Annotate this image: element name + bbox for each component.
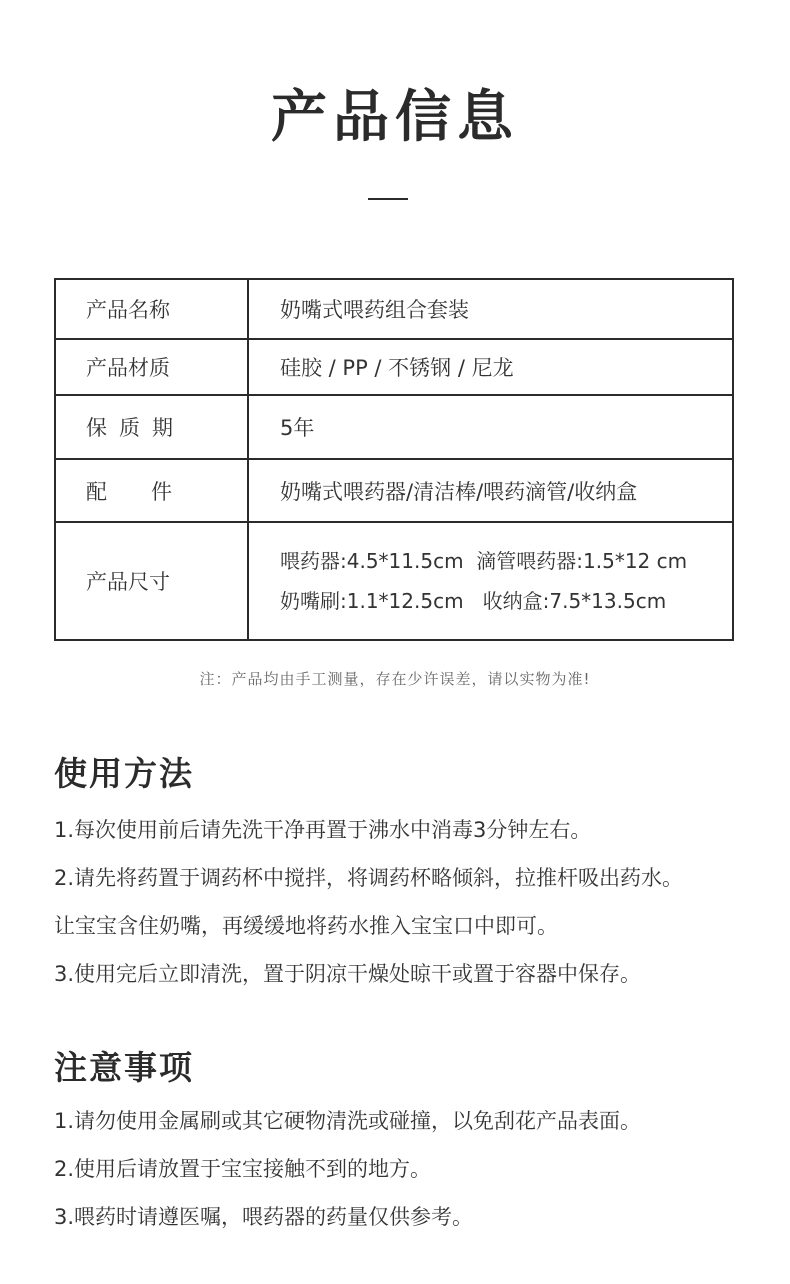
title-divider	[368, 198, 408, 200]
row-value-name: 奶嘴式喂药组合套装	[248, 279, 733, 339]
row-label-size: 产品尺寸	[55, 522, 248, 640]
usage-line-2: 2.请先将药置于调药杯中搅拌，将调药杯略倾斜，拉推杆吸出药水。	[54, 866, 684, 890]
measurement-note: 注：产品均由手工测量，存在少许误差，请以实物为准!	[199, 670, 591, 688]
table-row	[55, 339, 733, 395]
row-label-shelf-life: 保质期	[55, 395, 248, 459]
table-row	[55, 395, 733, 459]
row-label-material: 产品材质	[55, 339, 248, 395]
caution-line-1: 1.请勿使用金属刷或其它硬物清洗或碰撞，以免刮花产品表面。	[54, 1109, 642, 1133]
page-title: 产品信息	[271, 85, 519, 150]
row-value-shelf-life: 5年	[248, 395, 733, 459]
usage-section-title: 使用方法	[54, 754, 194, 793]
size-line-1: 喂药器:4.5*11.5cm 滴管喂药器:1.5*12 cm	[280, 549, 688, 573]
usage-line-1: 1.每次使用前后请先洗干净再置于沸水中消毒3分钟左右。	[54, 818, 592, 842]
size-line-2: 奶嘴刷:1.1*12.5cm 收纳盒:7.5*13.5cm	[280, 589, 667, 613]
usage-line-3: 让宝宝含住奶嘴，再缓缓地将药水推入宝宝口中即可。	[54, 914, 558, 938]
row-value-material: 硅胶 / PP / 不锈钢 / 尼龙	[248, 339, 733, 395]
caution-line-3: 3.喂药时请遵医嘱，喂药器的药量仅供参考。	[54, 1205, 474, 1229]
row-value-size	[248, 522, 733, 640]
table-row	[55, 522, 733, 640]
table-row	[55, 279, 733, 339]
usage-line-4: 3.使用完后立即清洗，置于阴凉干燥处晾干或置于容器中保存。	[54, 962, 642, 986]
table-row	[55, 459, 733, 522]
row-value-accessories: 奶嘴式喂药器/清洁棒/喂药滴管/收纳盒	[248, 459, 733, 522]
caution-section-title: 注意事项	[54, 1048, 194, 1087]
caution-line-2: 2.使用后请放置于宝宝接触不到的地方。	[54, 1157, 432, 1181]
product-info-table	[54, 278, 734, 641]
row-label-accessories: 配件	[55, 459, 248, 522]
row-label-name: 产品名称	[55, 279, 248, 339]
